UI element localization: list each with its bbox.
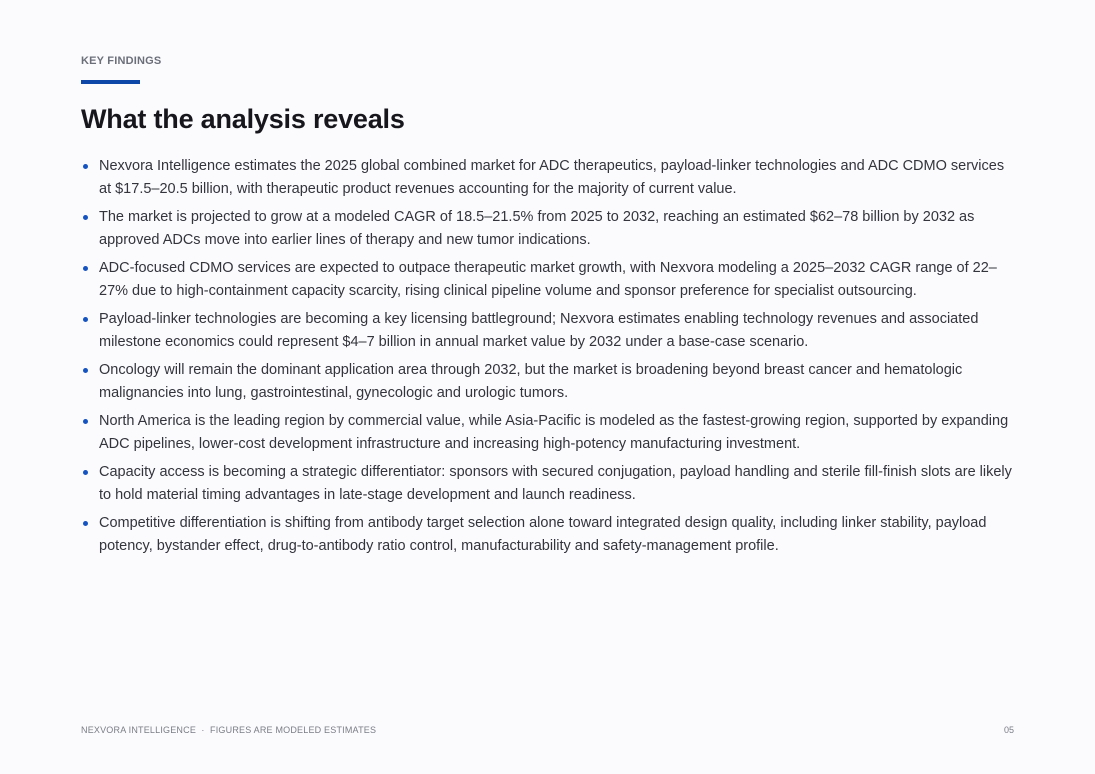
finding-item bbox=[81, 257, 1016, 302]
bullet-dot-icon bbox=[83, 470, 88, 475]
bullet-dot-icon bbox=[83, 266, 88, 271]
findings-list bbox=[81, 155, 1016, 563]
bullet-dot-icon bbox=[83, 317, 88, 322]
finding-item bbox=[81, 461, 1016, 506]
bullet-dot-icon bbox=[83, 215, 88, 220]
finding-text: ADC-focused CDMO services are expected to outpace therapeutic market growth, with Nexvora modeling a 2025–2032 CAGR range of 22–27% due to high-containment capacity scarcity, rising clinical pipeline volume and sponsor preference for specialist outsourcing. bbox=[99, 260, 997, 299]
finding-text: North America is the leading region by commercial value, while Asia-Pacific is modeled as the fastest-growing region, supported by expanding ADC pipelines, lower-cost development infrastructure and increasing high-potency manufacturing investment. bbox=[99, 413, 1009, 452]
finding-item bbox=[81, 512, 1016, 557]
finding-text: Competitive differentiation is shifting from antibody target selection alone toward integrated design quality, including linker stability, payload potency, bystander effect, drug-to-antibody ratio control, manufacturability and safety-management profile. bbox=[99, 515, 987, 554]
finding-item bbox=[81, 206, 1016, 251]
bullet-dot-icon bbox=[83, 368, 88, 373]
accent-rule bbox=[81, 80, 140, 84]
page-number: 05 bbox=[1003, 725, 1014, 735]
bullet-dot-icon bbox=[83, 521, 88, 526]
finding-item bbox=[81, 308, 1016, 353]
finding-item bbox=[81, 359, 1016, 404]
finding-text: Nexvora Intelligence estimates the 2025 global combined market for ADC therapeutics, payload-linker technologies and ADC CDMO services at $17.5–20.5 billion, with therapeutic product revenues accounting for the majority of current value. bbox=[99, 158, 1005, 197]
finding-text: Capacity access is becoming a strategic differentiator: sponsors with secured conjugation, payload handling and sterile fill-finish slots are likely to hold material timing advantages in late-stage development and launch readiness. bbox=[99, 464, 1012, 503]
footer-source-note: NEXVORA INTELLIGENCE · FIGURES ARE MODELED ESTIMATES bbox=[81, 725, 377, 735]
bullet-dot-icon bbox=[83, 164, 88, 169]
finding-text: The market is projected to grow at a modeled CAGR of 18.5–21.5% from 2025 to 2032, reaching an estimated $62–78 billion by 2032 as approved ADCs move into earlier lines of therapy and new tumor indications. bbox=[99, 209, 975, 248]
finding-item bbox=[81, 410, 1016, 455]
bullet-dot-icon bbox=[83, 419, 88, 424]
page-title: What the analysis reveals bbox=[81, 104, 405, 134]
section-eyebrow: KEY FINDINGS bbox=[81, 55, 162, 67]
finding-text: Oncology will remain the dominant application area through 2032, but the market is broadening beyond breast cancer and hematologic malignancies into lung, gastrointestinal, gynecologic and urologic tumors. bbox=[99, 362, 963, 401]
finding-item bbox=[81, 155, 1016, 200]
finding-text: Payload-linker technologies are becoming a key licensing battleground; Nexvora estimates enabling technology revenues and associated milestone economics could represent $4–7 billion in annual market value by 2032 under a base-case scenario. bbox=[99, 311, 979, 350]
